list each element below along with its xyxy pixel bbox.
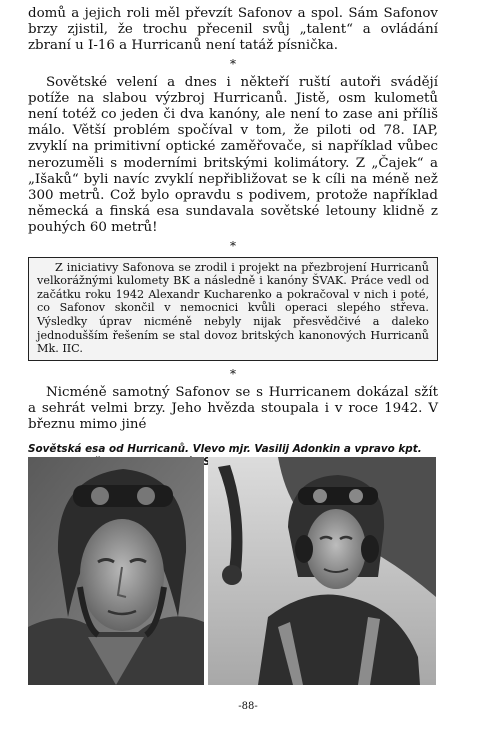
photo-adonkin [28,457,204,685]
paragraph-1: domů a jejich roli měl převzít Safonov a spol. Sám Safonov brzy zjistil, že trochu přecenil svůj „talent“ a ovládání zbraní u I-16 a Hurricanů není tatáž písnička. [28,6,438,54]
sidebar-box [28,257,438,361]
section-separator-1: * [230,56,236,71]
section-separator-2: * [230,238,236,253]
photo-sgibnev [208,457,436,685]
page-body [28,6,438,469]
paragraph-2: Sovětské velení a dnes i někteří ruští autoři svádějí potíže na slabou výzbroj Hurricanů. Jistě, osm kulometů není totéž co jeden či dva kanóny, ale není to zase ani příliš málo. Větší problém spočíval v tom, že piloti od 78. IAP, zvyklí na primitivní optické zaměřovače, si například vůbec nerozuměli s moderními britskými kolimátory. Z „Čajek“ a „Išaků“ byli navíc zvyklí nepřibližovat se k cíli na méně než 300 metrů. Což bylo opravdu s podivem, protože například německá a finská esa sundavala sovětské letouny klidně z pouhých 60 metrů! [28,74,438,236]
section-separator-3: * [230,366,236,381]
sidebar-box-text: Z iniciativy Safonova se zrodil i projekt na přezbrojení Hurricanů velkorážnými kulomety BK a následně i kanóny ŠVAK. Práce vedl od začátku roku 1942 Alexandr Kucharenko a pokračoval v nich i poté, co Safonov skončil v nemocnici kvůli operaci slepého střeva. Výsledky úprav nicméně nebyly nijak přesvědčivé a daleko jednodušším řešením se stal dovoz britských kanonových Hurricanů Mk. IIC. [37,260,429,356]
paragraph-3: Nicméně samotný Safonov se s Hurricanem dokázal sžít a sehrát velmi brzy. Jeho hvězda stoupala i v roce 1942. V březnu mimo jiné [28,384,438,433]
page-number: -88- [238,701,258,712]
photo-pair [28,457,436,685]
photo-caption: Sovětská esa od Hurricanů. Vlevo mjr. Vasilij Adonkin a vpravo kpt. [28,443,422,456]
